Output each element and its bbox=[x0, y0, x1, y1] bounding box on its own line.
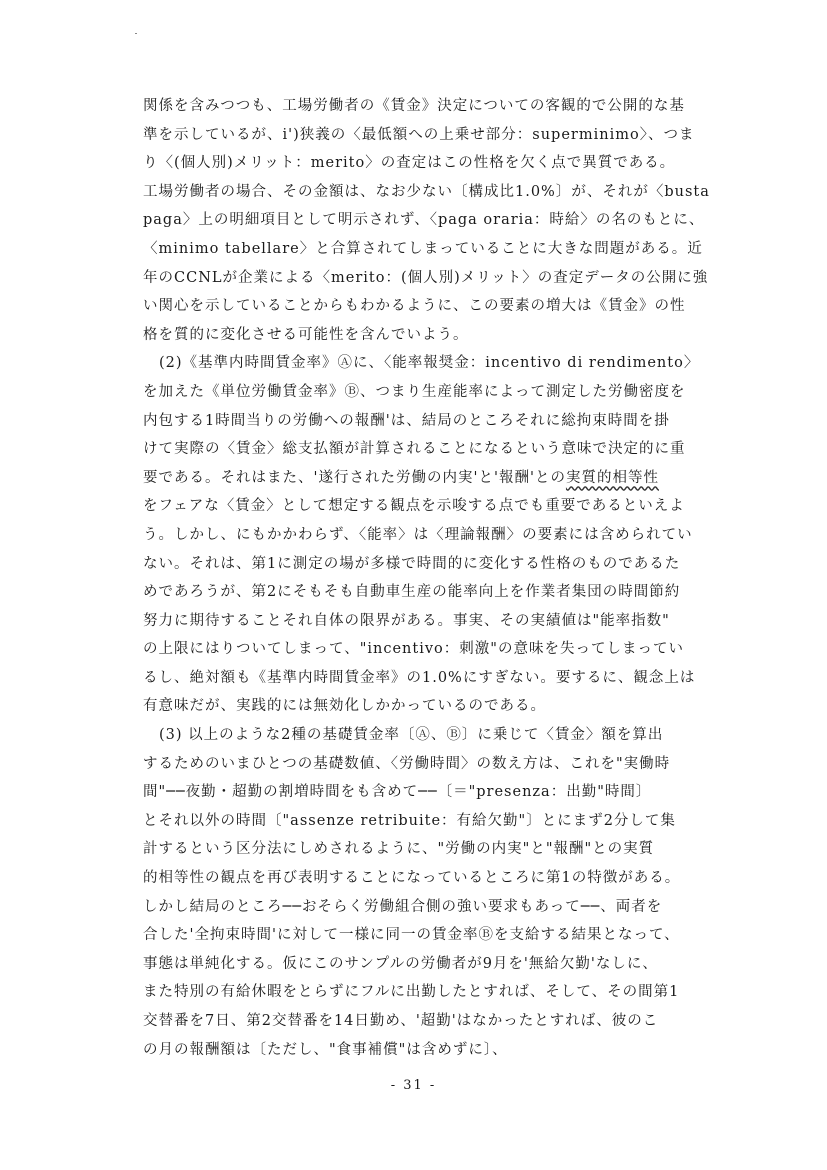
page-number: - 31 - bbox=[390, 1078, 437, 1093]
text-line: 格を質的に変化させる可能性を含んでいよう。 bbox=[143, 326, 469, 343]
paragraph-1 bbox=[143, 92, 733, 349]
text-line bbox=[143, 464, 733, 493]
paragraph-3 bbox=[143, 721, 733, 1064]
text-line: い関心を示していることからもわかるように、この要素の増大は《賃金》の性 bbox=[143, 298, 686, 315]
paragraph-2 bbox=[143, 349, 733, 721]
text-line: り〈(個人別)メリット：merito〉の査定はこの性格を欠く点で異質である。 bbox=[143, 155, 676, 172]
text-line: 有意味だが、実践的には無効化しかかっているのである。 bbox=[143, 698, 546, 715]
text-line: 年のCCNLが企業による〈merito：(個人別)メリット〉の査定データの公開に強 bbox=[143, 269, 709, 286]
text-line: う。しかし、にもかかわらず、〈能率〉は〈理論報酬〉の要素には含められてい bbox=[143, 526, 693, 543]
text-line: また特別の有給休暇をとらずにフルに出勤したとすれば、そして、その間第1 bbox=[143, 984, 680, 1001]
text-line: 内包する1時間当りの労働への報酬'は、結局のところそれに総拘束時間を掛 bbox=[143, 412, 670, 429]
text-line: 間"──夜勤・超勤の割増時間をも含めて──〔＝"presenza：出勤"時間〕 bbox=[143, 784, 652, 801]
text-line: の上限にはりついてしまって、"incentivo：刺激"の意味を失ってしまってい bbox=[143, 641, 684, 658]
text-line: paga〉上の明細項目として明示されず、〈paga oraria：時給〉の名のもとに、 bbox=[143, 212, 705, 229]
text-line: 工場労働者の場合、その金額は、なお少ない〔構成比1.0%〕が、それが〈busta bbox=[143, 183, 710, 200]
text-line: 交替番を7日、第2交替番を14日勤め、'超勤'はなかったとすれば、彼のこ bbox=[143, 1013, 659, 1029]
text-line: (3) 以上のような2種の基礎賃金率〔Ⓐ、Ⓑ〕に乗じて〈賃金〉額を算出 bbox=[159, 727, 664, 744]
text-line: 事態は単純化する。仮にこのサンプルの労働者が9月を'無給欠勤'なしに、 bbox=[143, 955, 658, 972]
text-line: 努力に期待することそれ自体の限界がある。事実、その実績値は"能率指数" bbox=[143, 612, 670, 629]
text-line: 準を示しているが、i')狭義の〈最低額への上乗せ部分：superminimo〉、つま bbox=[143, 126, 695, 143]
text-segment: 要である。それはまた、'遂行された労働の内実'と'報酬'との bbox=[143, 469, 566, 486]
text-line: (2)《基準内時間賃金率》Ⓐに、〈能率報奨金：incentivo di rendimento〉 bbox=[159, 355, 700, 372]
emphasis-underline: 実質的相等性 bbox=[565, 469, 659, 486]
scan-artifact bbox=[135, 33, 137, 34]
text-line: 計するという区分法にしめされるように、"労働の内実"と"報酬"との実質 bbox=[143, 841, 655, 858]
text-line: ない。それは、第1に測定の場が多様で時間的に変化する性格のものであるた bbox=[143, 555, 681, 572]
text-line: 的相等性の観点を再び表明することになっているところに第1の特徴がある。 bbox=[143, 870, 681, 887]
document-body bbox=[143, 92, 733, 1064]
text-line: するためのいまひとつの基礎数値、〈労働時間〉の数え方は、これを"実働時 bbox=[143, 755, 671, 772]
text-line: とそれ以外の時間〔"assenze retribuite：有給欠勤"〕とにまず2分して集 bbox=[143, 812, 676, 829]
text-line: の月の報酬額は〔ただし、"食事補償"は含めずに〕、 bbox=[143, 1041, 508, 1058]
text-line: を加えた《単位労働賃金率》Ⓑ、つまり生産能率によって測定した労働密度を bbox=[143, 383, 686, 400]
text-line: しかし結局のところ──おそらく労働組合側の強い要求もあって──、両者を bbox=[143, 898, 663, 915]
text-line: 関係を含みつつも、工場労働者の《賃金》決定についての客観的で公開的な基 bbox=[143, 98, 685, 114]
text-line: るし、絶対額も《基準内時間賃金率》の1.0%にすぎない。要するに、観念上は bbox=[143, 669, 696, 686]
text-line: 〈minimo tabellare〉と合算されてしまっていることに大きな問題がある。近 bbox=[143, 240, 703, 257]
text-line: めであろうが、第2にそもそも自動車生産の能率向上を作業者集団の時間節約 bbox=[143, 584, 681, 601]
text-line: けて実際の〈賃金〉総支払額が計算されることになるという意味で決定的に重 bbox=[143, 441, 686, 458]
text-line: をフェアな〈賃金〉として想定する観点を示唆する点でも重要であるといえよ bbox=[143, 498, 685, 515]
text-line: 合した'全拘束時間'に対して一様に同一の賃金率Ⓑを支給する結果となって、 bbox=[143, 927, 680, 944]
